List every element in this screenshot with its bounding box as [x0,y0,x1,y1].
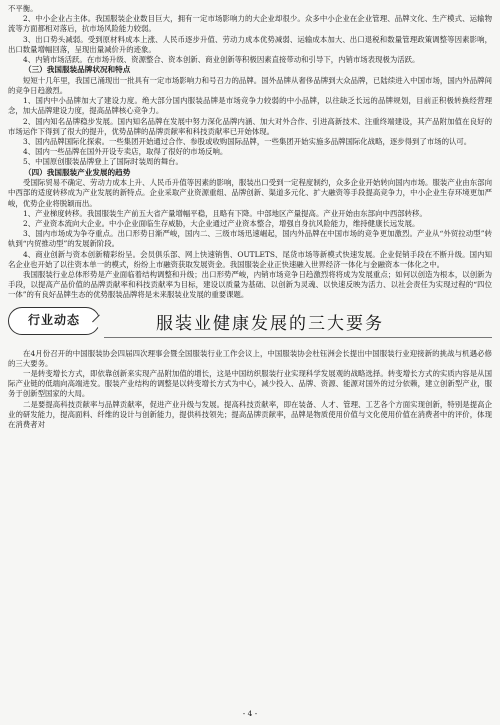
page-number: - 4 - [242,709,258,718]
paragraph: 2、国内知名品牌稳步发展。国内知名品牌在发展中努力深化品牌内涵、加大对外合作、引进高新技术、注重终端建设，其产品附加值在良好的市场运作下得到了很大的提升，优势品牌的品牌贡献率和科技贡献率已开始体现。 [8,116,492,136]
paragraph: 5、中国原创服装品牌登上了国际时装周的舞台。 [23,157,183,167]
paragraph: 2、中小企业占主体。我国服装企业数目巨大，拥有一定市场影响力的大企业却很少。众多中小企业在企业管理、品牌文化、生产模式、运输物流等方面都相对落后，抗市场风险能力较弱。 [8,14,492,34]
paragraph: 2、产业资本流向大企业。中小企业面临生存威胁，大企业通过产业资本整合，增强自身抗风险能力，维持健康长远发展。 [23,219,420,229]
section-tag [8,307,100,335]
paragraph: 在4月份召开的中国服装协会四届四次理事会暨全国服装行业工作会议上，中国服装协会杜钰洲会长提出中国服装行业迎接新的挑战与机遇必修的三大要务。 [8,348,492,368]
paragraph: 1、国内中小品牌加大了建设力度。绝大部分国内服装品牌是市场竞争力较弱的中小品牌，以往缺乏长远的品牌规划，目前正积极转换经营理念，加大品牌建设力度，提高品牌核心竞争力。 [8,96,492,116]
paragraph: 受国际贸易不确定、劳动力成本上升、人民币升值等因素的影响，服装出口受到一定程度制约，众多企业开始转向国内市场。服装产业由东部向中西部的适度转移成为产业发展的新特点。企业采取产业资源重组、品牌创新、渠道多元化、扩大融资等手段提高竞争力，中小企业生存环境更加严峻，优势企业将脱颖而出。 [8,178,492,208]
section-heading: （四）我国服装产业发展的趋势 [24,167,131,177]
paragraph: 短短十几年里，我国已涌现出一批具有一定市场影响力和号召力的品牌。国外品牌从奢侈品牌到大众品牌，已陆续进入中国市场，国内外品牌间的竞争日趋激烈。 [8,75,492,96]
tag-pointer-icon [92,314,107,329]
paragraph: 不平衡。 [8,4,38,13]
title-rule [104,337,492,338]
paragraph: 一是转变增长方式，即依靠创新来实现产品附加值的增长，这是中国纺织服装行业实现科学发展观的战略选择。转变增长方式的实质内容是从国际产业链的低端向高端进发。服装产业结构的调整是以转变增长方式为中心，减少投入、品牌、资源、能源对国外的过分依赖，建立创新型产业，服务于创新型国家的大局。 [8,369,492,399]
paragraph: 1、产业梯度转移。我国服装生产前五大省产量增幅平稳，且略有下降。中部地区产量提高。产业开始由东部向中西部转移。 [23,208,427,218]
article-body [8,349,492,431]
paragraph: 3、国内市场成为争夺重点。出口形势日渐严峻，国内二、三级市场迅速崛起，国内外品牌在中国市场的竞争更加激烈。产业从“外贸拉动型”转轨到“内贸推动型”的发展新阶段。 [8,229,492,249]
paragraph: 3、国内品牌国际化探索。一些集团开始通过合作、参股或收购国际品牌，一些集团开始实施多品牌国际化战略，逐步得到了市场的认可。 [23,137,472,147]
section-brand-status [8,65,492,167]
article-title: 服装业健康发展的三大要务 [156,313,384,334]
article-banner [8,306,492,340]
paragraph: 3、出口势头减弱。受到原材料成本上涨、人民币逐步升值、劳动力成本优势减弱、运输成本加大、出口退税和数量管理政策调整等因素影响，出口数量增幅回落，呈现出量减价升的迹象。 [8,34,492,54]
paragraph: 4、内销市场活跃。在市场升级、资源整合、资本创新、商业创新等积极因素直接带动和引导下，内销市场表现极为活跃。 [23,55,420,65]
section-industry-trends [8,168,492,301]
paragraph: 4、商业创新与资本创新精彩纷呈。会员俱乐部、网上快速销售、OUTLETS、尾货市场等新模式快速发展。企业促销手段在不断升级。国内知名企业也开始了以往资本单一的模式，纷纷上市融资获取发展资金。我国服装企业正快速融入世界经济一体化与金融资本一体化之中。 [8,249,492,269]
paragraph: 二是要提高科技贡献率与品牌贡献率，促进产业升级与发展。提高科技贡献率，即在装备、人才、管理、工艺各个方面实现创新，特别是提高企业的研发能力，提高面料、纤维的设计与创新能力，提供科技领先；提高品牌贡献率，品牌是物质使用价值与文化使用价值在消费者中的评价，体现在消费者对 [8,399,492,430]
paragraph: 4、国内一些品牌在国外开设专卖店，取得了很好的市场反响。 [23,147,228,157]
section-tag-label: 行业动态 [27,312,80,327]
top-paragraphs [8,4,492,65]
paragraph: 我国服装行业总体形势是产业面临着结构调整和升级；出口形势严峻，内销市场竞争日趋激烈将将成为发展重点；如何以创造为根本，以创新为手段，以提高产品价值的品牌贡献率和科技贡献率为目标，建设以质量为基础、以创新为灵魂、以快速反映为活力、以社会责任为实现过程的“四位一体”的有良好品牌生态的优势服装品牌将是未来服装业发展的重要课题。 [8,270,492,300]
section-heading: （三）我国服装品牌状况和特点 [24,65,131,75]
